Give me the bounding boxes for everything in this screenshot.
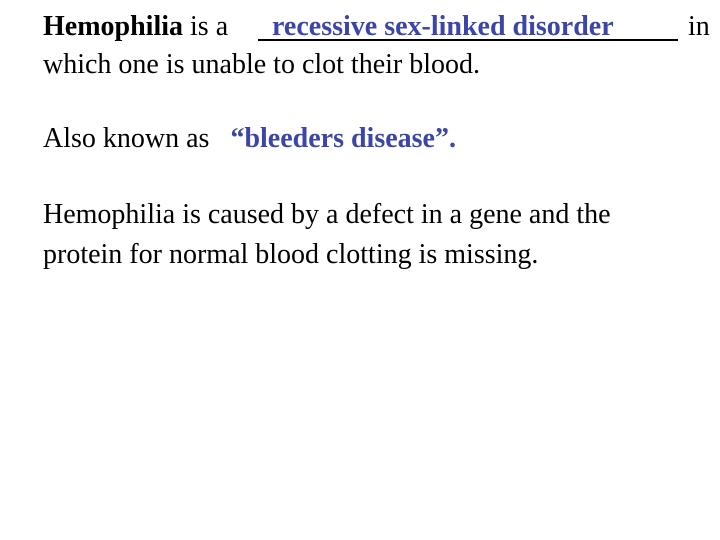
definition-continuation: in <box>688 11 710 42</box>
blank-answer: recessive sex-linked disorder <box>272 11 614 42</box>
term-hemophilia: Hemophilia <box>43 11 184 42</box>
definition-line-2: which one is unable to clot their blood. <box>43 49 481 80</box>
alias-highlight: “bleeders disease”. <box>230 123 456 154</box>
alias-line <box>43 122 456 156</box>
fill-in-blank <box>258 10 678 44</box>
cause-line-2: protein for normal blood clotting is missing. <box>43 239 539 270</box>
cause-line-1: Hemophilia is caused by a defect in a gene and the <box>43 199 611 230</box>
alias-prefix: Also known as <box>43 123 210 154</box>
definition-line-1 <box>43 10 228 44</box>
definition-connector: is a <box>183 11 229 42</box>
